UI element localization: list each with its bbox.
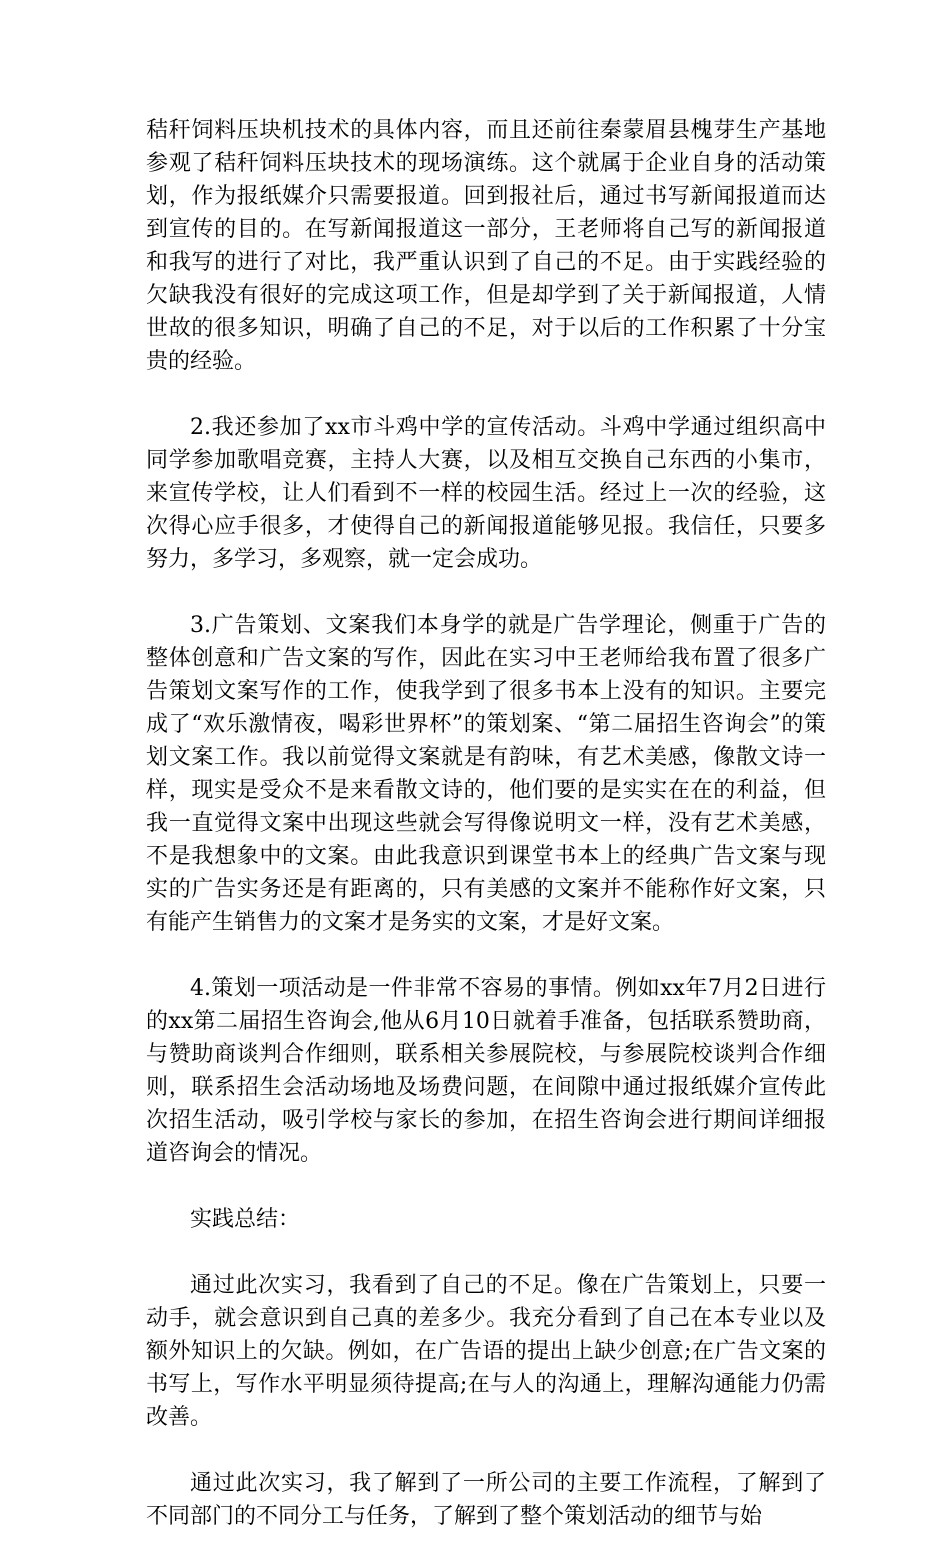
paragraph-6: 通过此次实习，我了解到了一所公司的主要工作流程，了解到了不同部门的不同分工与任务，了解到了整个策划活动的细节与始 [146,1471,826,1529]
document-page [146,114,826,1566]
paragraph-2: 2.我还参加了xx市斗鸡中学的宣传活动。斗鸡中学通过组织高中同学参加歌唱竞赛，主持人大赛，以及相互交换自己东西的小集市，来宣传学校，让人们看到不一样的校园生活。经过上一次的经验，这次得心应手很多，才使得自己的新闻报道能够见报。我信任，只要多努力，多学习，多观察，就一定会成功。 [146,415,826,572]
paragraph-5: 通过此次实习，我看到了自己的不足。像在广告策划上，只要一动手，就会意识到自己真的差多少。我充分看到了自己在本专业以及额外知识上的欠缺。例如，在广告语的提出上缺少创意;在广告文案的书写上，写作水平明显须待提高;在与人的沟通上，理解沟通能力仍需改善。 [146,1273,826,1430]
section-heading-summary: 实践总结： [190,1207,301,1232]
paragraph-3: 3.广告策划、文案我们本身学的就是广告学理论，侧重于广告的整体创意和广告文案的写作，因此在实习中王老师给我布置了很多广告策划文案写作的工作，使我学到了很多书本上没有的知识。主要完成了“欢乐激情夜，喝彩世界杯”的策划案、“第二届招生咨询会”的策划文案工作。我以前觉得文案就是有韵味，有艺术美感，像散文诗一样，现实是受众不是来看散文诗的，他们要的是实实在在的利益，但我一直觉得文案中出现这些就会写得像说明文一样，没有艺术美感，不是我想象中的文案。由此我意识到课堂书本上的经典广告文案与现实的广告实务还是有距离的，只有美感的文案并不能称作好文案，只有能产生销售力的文案才是务实的文案，才是好文案。 [146,613,826,935]
paragraph-1: 秸秆饲料压块机技术的具体内容，而且还前往秦蒙眉县槐芽生产基地参观了秸秆饲料压块技术的现场演练。这个就属于企业自身的活动策划，作为报纸媒介只需要报道。回到报社后，通过书写新闻报道而达到宣传的目的。在写新闻报道这一部分，王老师将自己写的新闻报道和我写的进行了对比，我严重认识到了自己的不足。由于实践经验的欠缺我没有很好的完成这项工作，但是却学到了关于新闻报道，人情世故的很多知识，明确了自己的不足，对于以后的工作积累了十分宝贵的经验。 [146,118,826,374]
paragraph-4: 4.策划一项活动是一件非常不容易的事情。例如xx年7月2日进行的xx第二届招生咨询会,他从6月10日就着手准备，包括联系赞助商，与赞助商谈判合作细则，联系相关参展院校，与参展院校谈判合作细则，联系招生会活动场地及场费问题，在间隙中通过报纸媒介宣传此次招生活动，吸引学校与家长的参加，在招生咨询会进行期间详细报道咨询会的情况。 [146,976,826,1166]
